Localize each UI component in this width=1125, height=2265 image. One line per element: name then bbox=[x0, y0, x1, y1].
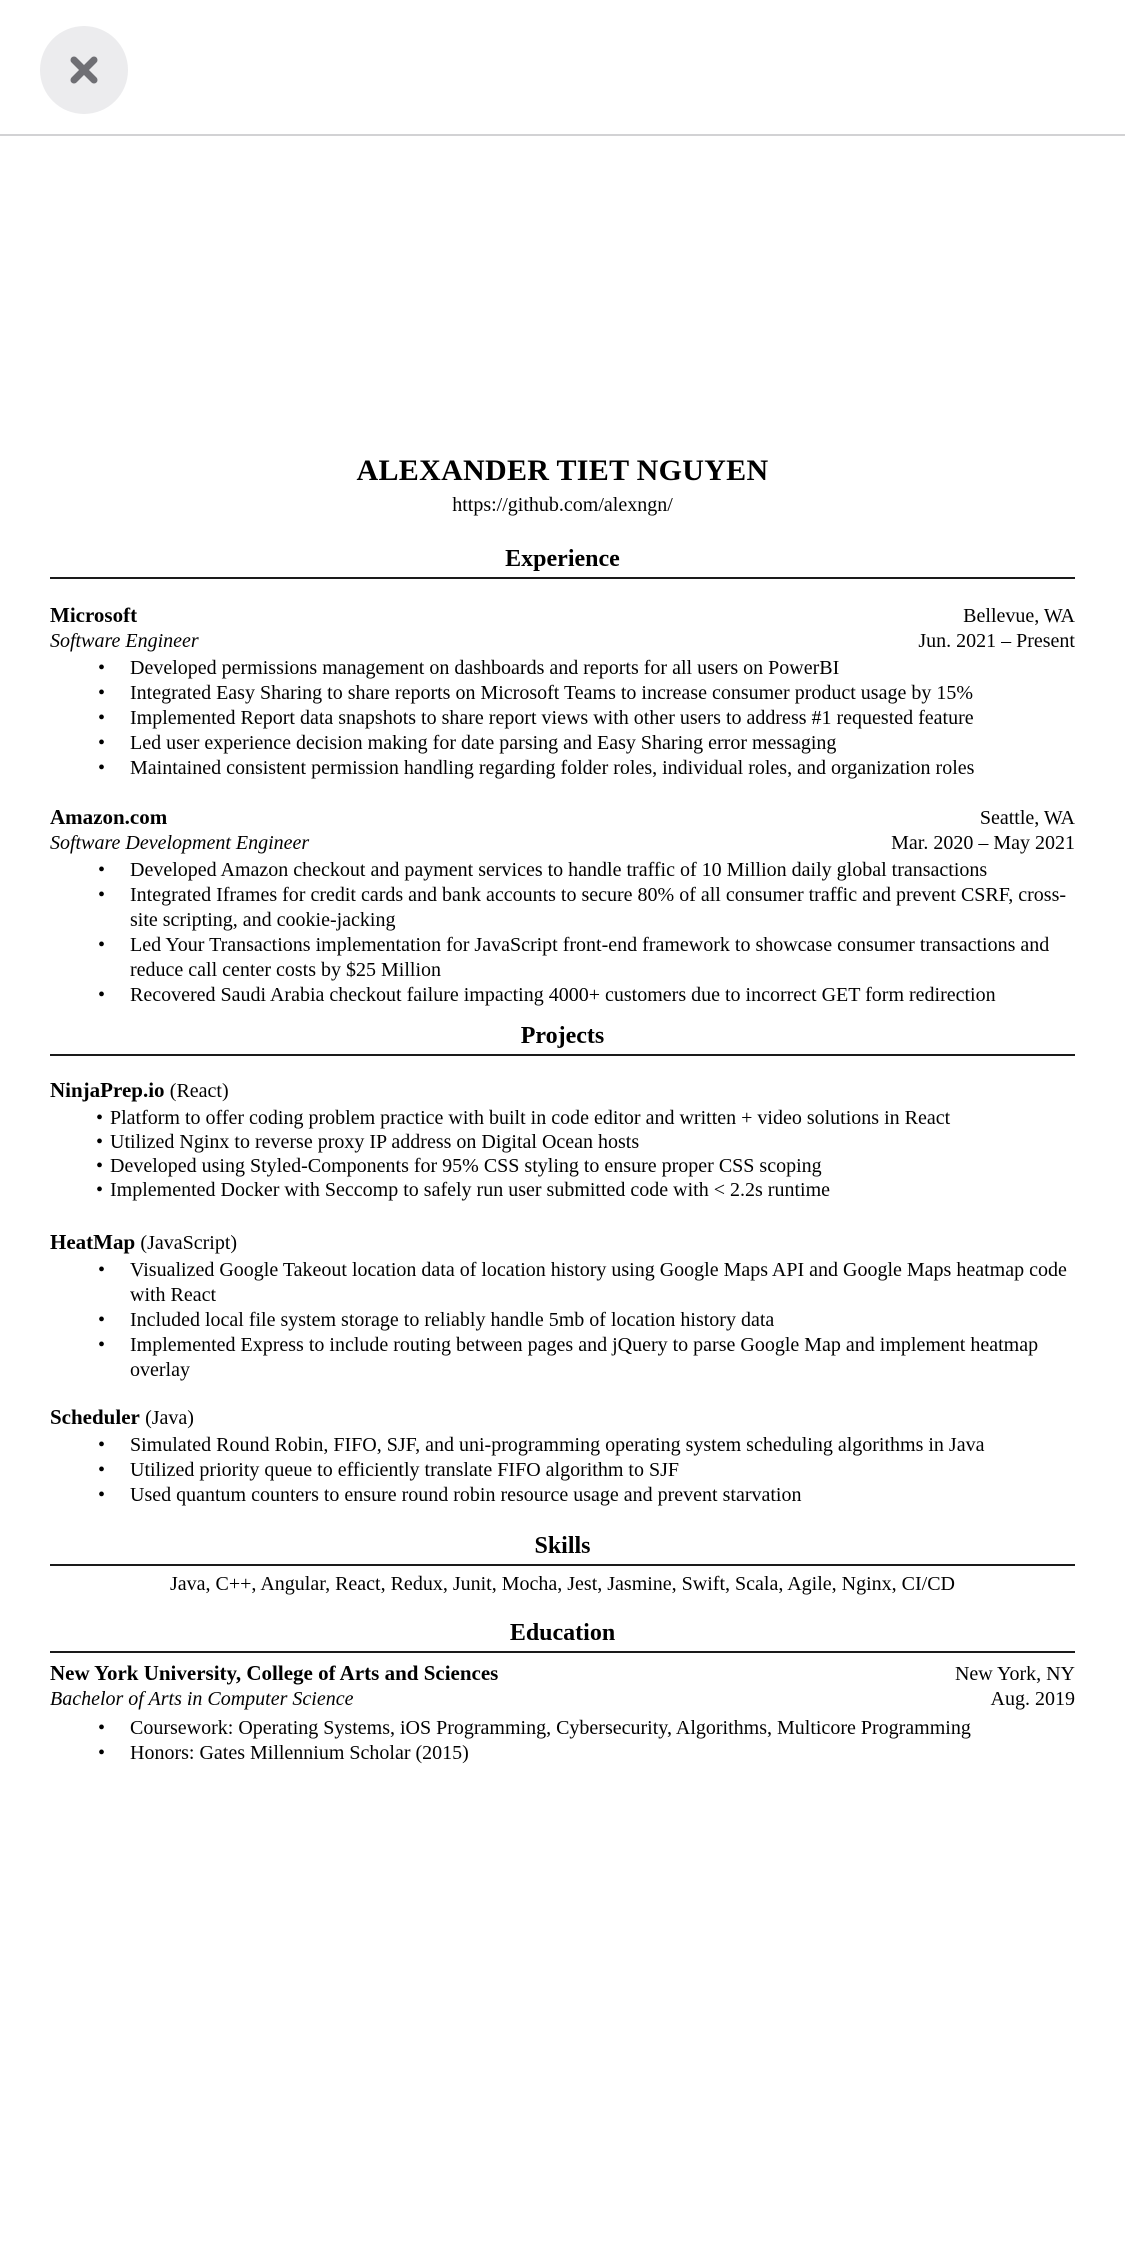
bullet-item: • Implemented Report data snapshots to share report views with other users to address #1 requested feature bbox=[50, 706, 1075, 731]
project-bullets bbox=[50, 1258, 1075, 1383]
job-dates: Mar. 2020 – May 2021 bbox=[891, 832, 1075, 854]
job-bullets bbox=[50, 656, 1075, 781]
job-role: Software Development Engineer bbox=[50, 832, 310, 854]
bullet-item: • Developed Amazon checkout and payment services to handle traffic of 10 Million daily global transactions bbox=[50, 858, 1075, 883]
company-name: Amazon.com bbox=[50, 805, 168, 829]
top-bar bbox=[0, 0, 1125, 136]
bullet-item: • Implemented Docker with Seccomp to safely run user submitted code with < 2.2s runtime bbox=[50, 1178, 1075, 1202]
bullet-item: • Led user experience decision making for date parsing and Easy Sharing error messaging bbox=[50, 731, 1075, 756]
project-title bbox=[50, 1230, 1075, 1256]
bullet-item: • Recovered Saudi Arabia checkout failure impacting 4000+ customers due to incorrect GET form redirection bbox=[50, 983, 1075, 1008]
bullet-item: • Coursework: Operating Systems, iOS Programming, Cybersecurity, Algorithms, Multicore Programming bbox=[50, 1716, 1075, 1741]
graduation-date: Aug. 2019 bbox=[990, 1688, 1075, 1710]
close-icon bbox=[65, 51, 103, 89]
section-title-education: Education bbox=[50, 1619, 1075, 1653]
bullet-item: • Developed using Styled-Components for 95% CSS styling to ensure proper CSS scoping bbox=[50, 1154, 1075, 1178]
degree: Bachelor of Arts in Computer Science bbox=[50, 1688, 354, 1710]
education-bullets bbox=[50, 1716, 1075, 1766]
bullet-item: • Integrated Easy Sharing to share reports on Microsoft Teams to increase consumer product usage by 15% bbox=[50, 681, 1075, 706]
bullet-item: • Led Your Transactions implementation for JavaScript front-end framework to showcase consumer transactions and reduce call center costs by $25 Million bbox=[50, 933, 1075, 983]
bullet-item: • Platform to offer coding problem practice with built in code editor and written + video solutions in React bbox=[50, 1106, 1075, 1130]
bullet-item: • Integrated Iframes for credit cards and bank accounts to secure 80% of all consumer traffic and prevent CSRF, cross-site scripting, and cookie-jacking bbox=[50, 883, 1075, 933]
bullet-item: • Utilized Nginx to reverse proxy IP address on Digital Ocean hosts bbox=[50, 1130, 1075, 1154]
project-tech: (Java) bbox=[145, 1407, 194, 1429]
job-location: Seattle, WA bbox=[979, 807, 1075, 829]
project-entry-scheduler bbox=[50, 1405, 1075, 1508]
github-link: https://github.com/alexngn/ bbox=[452, 494, 673, 516]
bullet-item: • Maintained consistent permission handling regarding folder roles, individual roles, and organization roles bbox=[50, 756, 1075, 781]
bullet-item: • Used quantum counters to ensure round robin resource usage and prevent starvation bbox=[50, 1483, 1075, 1508]
project-entry-heatmap bbox=[50, 1230, 1075, 1383]
company-name: Microsoft bbox=[50, 603, 138, 627]
bullet-item: • Simulated Round Robin, FIFO, SJF, and uni-programming operating system scheduling algorithms in Java bbox=[50, 1433, 1075, 1458]
job-location: Bellevue, WA bbox=[963, 605, 1075, 627]
project-title bbox=[50, 1405, 1075, 1431]
education-entry bbox=[50, 1661, 1075, 1766]
project-name: HeatMap bbox=[50, 1230, 136, 1254]
bullet-item: • Developed permissions management on dashboards and reports for all users on PowerBI bbox=[50, 656, 1075, 681]
bullet-item: • Implemented Express to include routing between pages and jQuery to parse Google Map and implement heatmap overlay bbox=[50, 1333, 1075, 1383]
bullet-item: • Utilized priority queue to efficiently translate FIFO algorithm to SJF bbox=[50, 1458, 1075, 1483]
project-name: Scheduler bbox=[50, 1405, 140, 1429]
job-entry-microsoft bbox=[50, 603, 1075, 781]
resume-name: ALEXANDER TIET NGUYEN bbox=[356, 454, 769, 487]
bullet-item: • Included local file system storage to reliably handle 5mb of location history data bbox=[50, 1308, 1075, 1333]
project-bullets bbox=[50, 1106, 1075, 1202]
project-tech: (React) bbox=[169, 1080, 229, 1102]
section-title-experience: Experience bbox=[50, 545, 1075, 579]
school-location: New York, NY bbox=[954, 1663, 1075, 1685]
bullet-item: • Visualized Google Takeout location data of location history using Google Maps API and Google Maps heatmap code with React bbox=[50, 1258, 1075, 1308]
school-name: New York University, College of Arts and Sciences bbox=[50, 1661, 499, 1685]
project-tech: (JavaScript) bbox=[140, 1232, 238, 1254]
project-bullets bbox=[50, 1433, 1075, 1508]
project-name: NinjaPrep.io bbox=[50, 1078, 165, 1102]
project-title bbox=[50, 1078, 1075, 1104]
job-bullets bbox=[50, 858, 1075, 1008]
job-entry-amazon bbox=[50, 805, 1075, 1008]
section-title-projects: Projects bbox=[50, 1022, 1075, 1056]
close-button[interactable] bbox=[40, 26, 128, 114]
project-entry-ninjaprep bbox=[50, 1078, 1075, 1202]
job-role: Software Engineer bbox=[50, 630, 199, 652]
job-dates: Jun. 2021 – Present bbox=[918, 630, 1075, 652]
section-title-skills: Skills bbox=[50, 1532, 1075, 1566]
skills-list: Java, C++, Angular, React, Redux, Junit, Mocha, Jest, Jasmine, Swift, Scala, Agile, Nginx, CI/CD bbox=[170, 1573, 955, 1595]
bullet-item: • Honors: Gates Millennium Scholar (2015) bbox=[50, 1741, 1075, 1766]
